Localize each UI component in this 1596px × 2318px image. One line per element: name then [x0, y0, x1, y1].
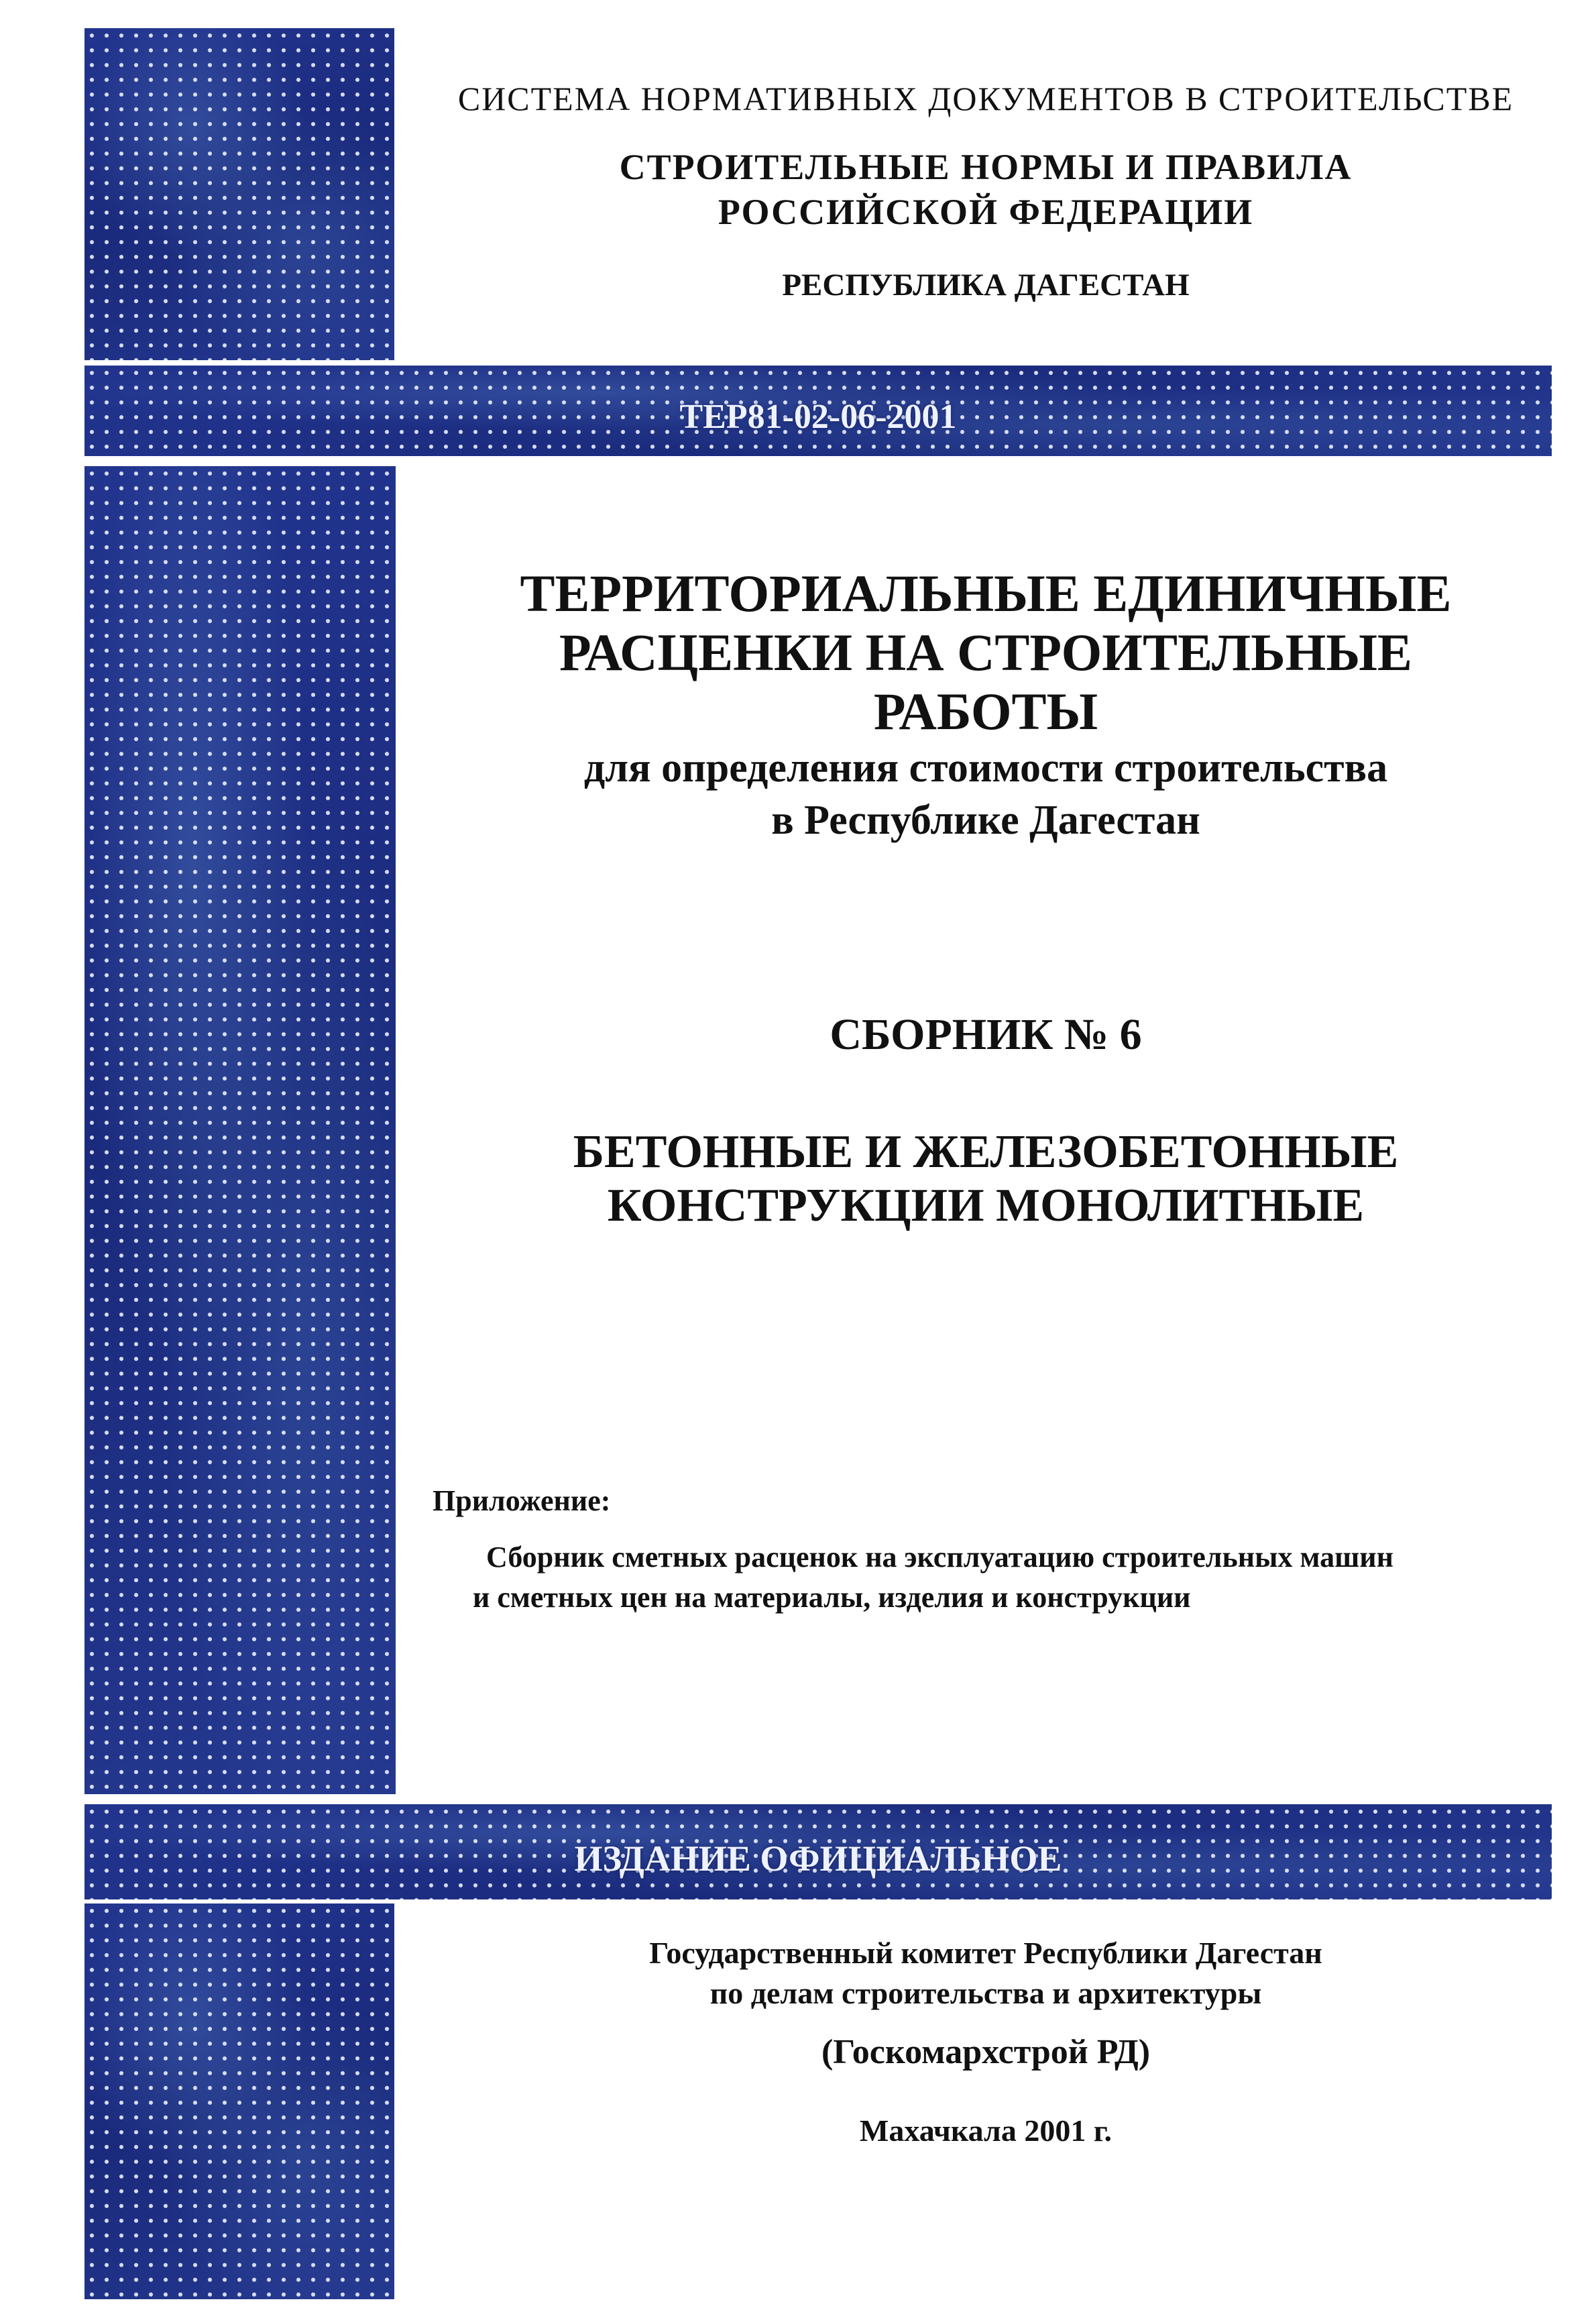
appendix-line-2: и сметных цен на материалы, изделия и конструкции [473, 1581, 1191, 1614]
section-title-line-1: БЕТОННЫЕ И ЖЕЛЕЗОБЕТОННЫЕ [573, 1126, 1399, 1178]
decorative-band-bottom-left [84, 1903, 394, 2299]
appendix-line-1: Сборник сметных расценок на эксплуатацию строительных машин [486, 1541, 1393, 1574]
decorative-band-left [84, 466, 396, 1794]
decorative-band-top-left [84, 28, 394, 360]
main-title-line-1: ТЕРРИТОРИАЛЬНЫЕ ЕДИНИЧНЫЕ [520, 564, 1452, 622]
city-year: Махачкала 2001 г. [859, 2113, 1113, 2148]
section-title-line-2: КОНСТРУКЦИИ МОНОЛИТНЫЕ [607, 1180, 1365, 1231]
snip-line-2: РОССИЙСКОЙ ФЕДЕРАЦИИ [718, 192, 1254, 232]
main-title-line-2: РАСЦЕНКИ НА СТРОИТЕЛЬНЫЕ [559, 623, 1412, 681]
subtitle-line-2: в Республике Дагестан [771, 797, 1200, 843]
document-code: ТЕР81-02-06-2001 [679, 398, 957, 436]
system-line: СИСТЕМА НОРМАТИВНЫХ ДОКУМЕНТОВ В СТРОИТЕЛЬСТВЕ [457, 80, 1514, 117]
appendix-label: Приложение: [433, 1484, 611, 1517]
republic-heading: РЕСПУБЛИКА ДАГЕСТАН [782, 268, 1190, 302]
main-title-line-3: РАБОТЫ [873, 682, 1098, 740]
subtitle-line-1: для определения стоимости строительства [583, 745, 1388, 791]
snip-line-1: СТРОИТЕЛЬНЫЕ НОРМЫ И ПРАВИЛА [619, 147, 1353, 187]
publisher-line-2: по делам строительства и архитектуры [709, 1976, 1262, 2010]
publisher-abbreviation: (Госкомархстрой РД) [821, 2033, 1151, 2071]
collection-number: СБОРНИК № 6 [830, 1010, 1142, 1059]
publisher-line-1: Государственный комитет Республики Дагестан [649, 1936, 1322, 1970]
official-edition-label: ИЗДАНИЕ ОФИЦИАЛЬНОЕ [574, 1838, 1062, 1879]
